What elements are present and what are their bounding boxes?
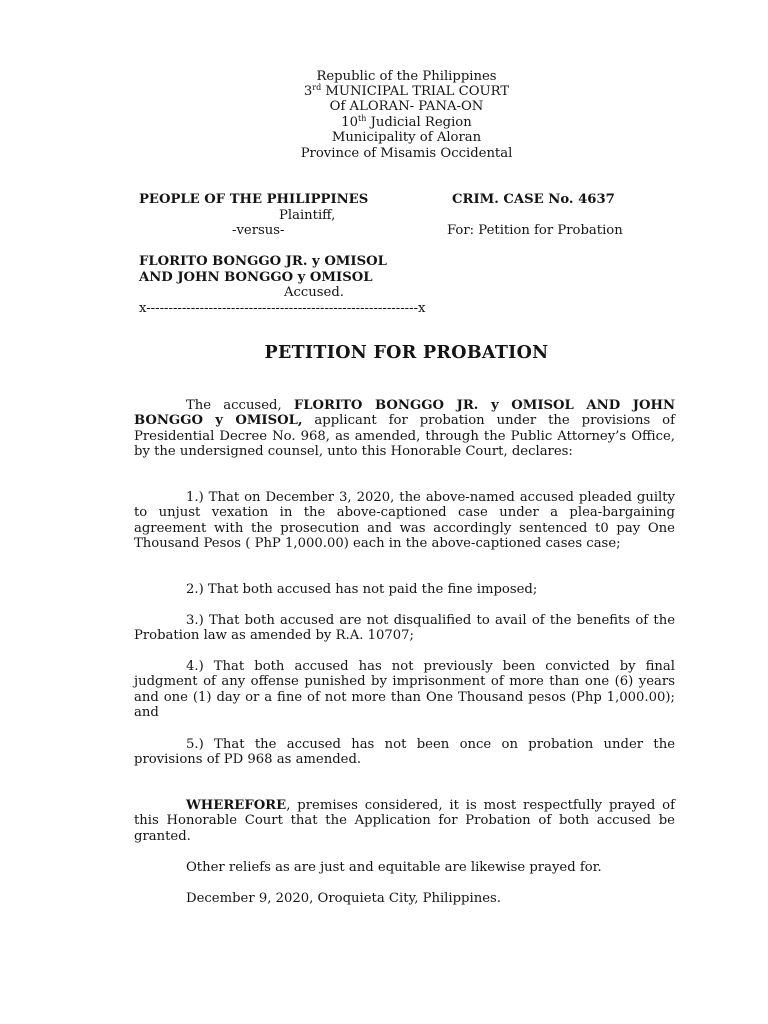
caption-divider: x-------------------------------------------------------------x bbox=[139, 301, 426, 316]
court-header-province: Province of Misamis Occidental bbox=[300, 146, 513, 161]
wherefore-label: WHEREFORE bbox=[186, 798, 287, 813]
allegation-text-1: 1.) That on December 3, 2020, the above-named accused pleaded guilty to unjust vexation in the above-captioned case under a plea-bargaining agreement with the prosecution and was accordingly sentenced t0 pay One Thousand Pesos ( PhP 1,000.00) each in the above-captioned cases case; bbox=[134, 490, 675, 552]
court-header-region bbox=[0, 115, 768, 130]
court-header-court bbox=[0, 84, 768, 99]
case-number: CRIM. CASE No. 4637 bbox=[452, 192, 615, 207]
court-header-municipality: Municipality of Aloran bbox=[331, 130, 482, 145]
intro-paragraph bbox=[134, 398, 675, 460]
accused-name-line2: AND JOHN BONGGO y OMISOL bbox=[139, 270, 373, 285]
versus-label: -versus- bbox=[232, 223, 285, 238]
court-header-location: Of ALORAN- PANA-ON bbox=[329, 99, 484, 114]
plaintiff-label: Plaintiff, bbox=[279, 208, 336, 223]
region-number: 10 bbox=[341, 115, 359, 130]
intro-prefix: The accused, bbox=[186, 398, 294, 413]
accused-label: Accused. bbox=[284, 285, 344, 300]
allegation-text-4: 4.) That both accused has not previously been convicted by final judgment of any offense punished by imprisonment of more than one (6) years and one (1) day or a fine of not more than One Thousand pesos (Php 1,000.00); and bbox=[134, 659, 675, 721]
court-number-suffix: rd bbox=[312, 83, 322, 92]
wherefore-paragraph bbox=[134, 798, 675, 844]
allegation-item-3 bbox=[134, 613, 675, 644]
accused-name-line1: FLORITO BONGGO JR. y OMISOL bbox=[139, 254, 387, 269]
allegation-text-3: 3.) That both accused are not disqualified to avail of the benefits of the Probation law as amended by R.A. 10707; bbox=[134, 613, 675, 644]
region-name: Judicial Region bbox=[366, 115, 472, 130]
court-name: MUNICIPAL TRIAL COURT bbox=[321, 84, 510, 99]
allegation-item-4 bbox=[134, 659, 675, 721]
allegation-item-1 bbox=[134, 490, 675, 552]
court-number: 3 bbox=[303, 84, 313, 99]
intro-rest: applicant for probation under the provisions of Presidential Decree No. 968, as amended, through the Public Attorney’s Office, by the undersigned counsel, unto this Honorable Court, declares: bbox=[134, 413, 675, 460]
allegation-text-5: 5.) That the accused has not been once on probation under the provisions of PD 968 as amended. bbox=[134, 737, 675, 768]
wherefore-text: , premises considered, it is most respectfully prayed of this Honorable Court that the Application for Probation of both accused be granted. bbox=[134, 798, 675, 844]
region-number-suffix: th bbox=[358, 114, 367, 123]
case-purpose: For: Petition for Probation bbox=[447, 223, 623, 238]
other-reliefs: Other reliefs as are just and equitable are likewise prayed for. bbox=[186, 860, 602, 875]
document-title: PETITION FOR PROBATION bbox=[264, 343, 549, 363]
court-header-republic: Republic of the Philippines bbox=[316, 69, 497, 84]
plaintiff-name: PEOPLE OF THE PHILIPPINES bbox=[139, 192, 369, 207]
date-place: December 9, 2020, Oroquieta City, Philippines. bbox=[186, 891, 501, 906]
allegation-item-2 bbox=[134, 582, 675, 597]
allegation-item-5 bbox=[134, 737, 675, 768]
intro-accused-names: FLORITO BONGGO JR. y OMISOL AND JOHN BONGGO y OMISOL, bbox=[134, 398, 675, 429]
allegation-text-2: 2.) That both accused has not paid the fine imposed; bbox=[186, 582, 538, 597]
